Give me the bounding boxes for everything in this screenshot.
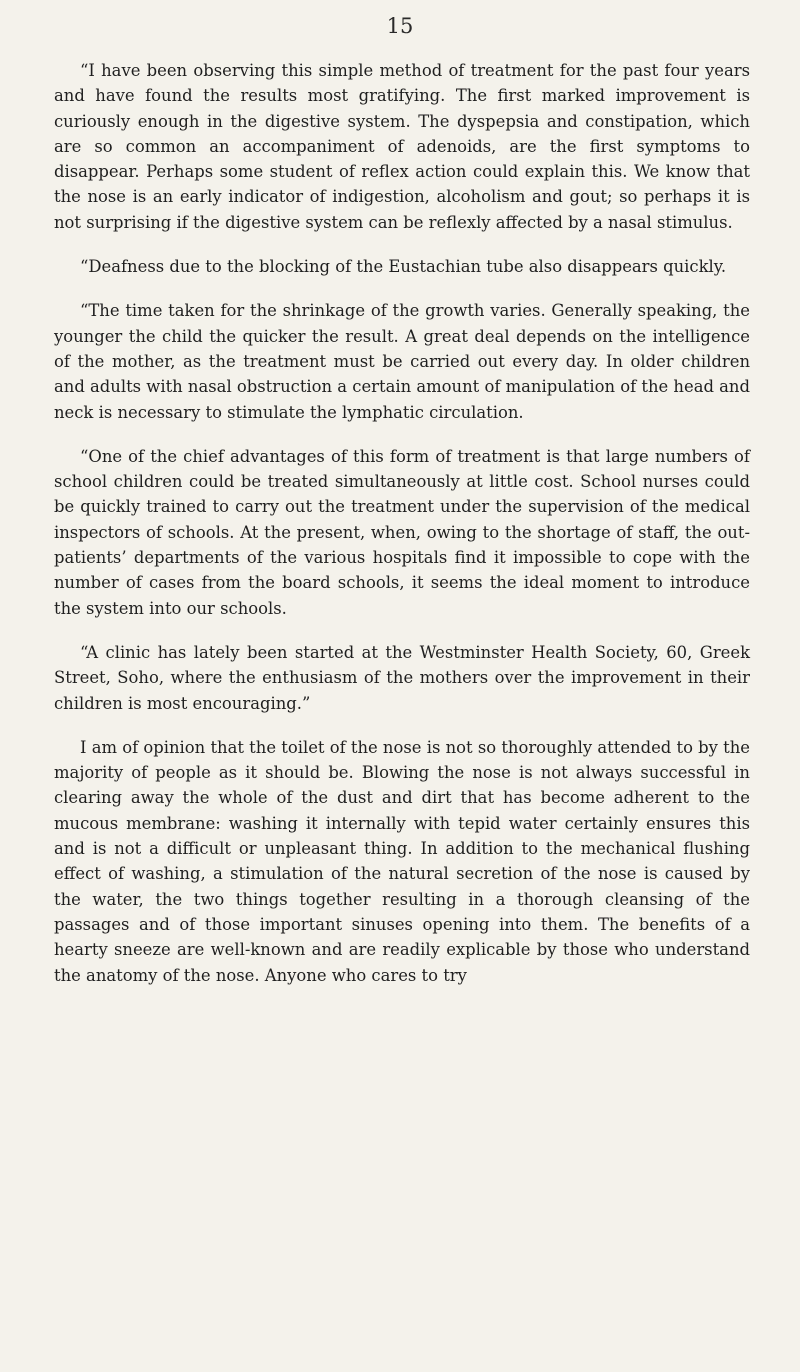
paragraph-nose-toilet: I am of opinion that the toilet of the nose is not so thoroughly attended to by the majority of people as it should be. Blowing the nose is not always successful in clearing away the whole of the dust and dirt that has become adherent to the mucous membrane: washing it internally with tepid water certainly ensures this and is not a difficult or unpleasant thing. In addition to the mechanical flushing effect of washing, a stimulation of the natural secretion of the nose is caused by the water, the two things together resulting in a thorough cleansing of the passages and of those important sinuses opening into them. The benefits of a hearty sneeze are well-known and are readily explicable by those who understand the anatomy of the nose. Anyone who cares to try (54, 737, 750, 985)
paragraph-clinic: “A clinic has lately been started at the Westminster Health Society, 60, Greek Street, Soho, where the enthusiasm of the mothers over the improvement in their children is most encouraging.” (54, 642, 750, 713)
paragraph-treatment-results: “I have been observing this simple method of treatment for the past four years and have found the results most gratifying. The first marked improvement is curiously enough in the digestive system. The dyspepsia and constipation, which are so common an accompaniment of adenoids, are the first symptoms to disappear. Perhaps some student of reflex action could explain this. We know that the nose is an early indicator of indigestion, alcoholism and gout; so perhaps it is not surprising if the digestive system can be reflexly affected by a nasal stimulus. (54, 61, 750, 232)
page-number: 15 (386, 14, 414, 38)
paragraph-advantages: “One of the chief advantages of this form of treatment is that large numbers of school children could be treated simultaneously at little cost. School nurses could be quickly trained to carry out the treatment under the supervision of the medical inspectors of schools. At the present, when, owing to the shortage of staff, the out-patients’ departments of the various hospitals find it impossible to cope with the number of cases from the board schools, it seems the ideal moment to introduce the system into our schools. (54, 446, 750, 618)
body-text (54, 58, 750, 1007)
paragraph-deafness: “Deafness due to the blocking of the Eustachian tube also disappears quickly. (80, 257, 727, 277)
paragraph-shrinkage-time: “The time taken for the shrinkage of the growth varies. Generally speaking, the younger the child the quicker the result. A great deal depends on the intelligence of the mother, as the treatment must be carried out every day. In older children and adults with nasal obstruction a certain amount of manipulation of the head and neck is necessary to stimulate the lymphatic circulation. (54, 301, 750, 422)
